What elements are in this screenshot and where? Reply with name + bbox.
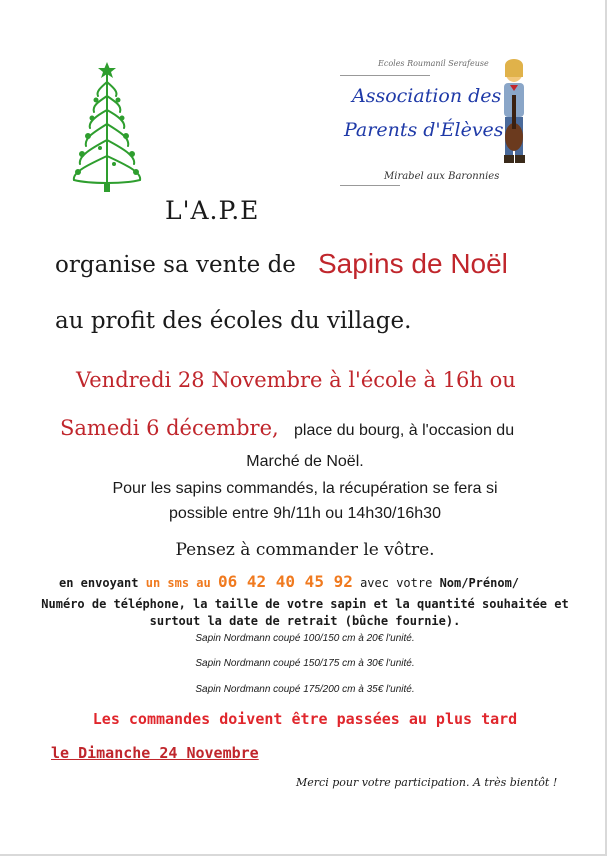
merci-text: Merci pour votre participation. A très bientôt ! — [296, 776, 558, 789]
price-line: Sapin Nordmann coupé 100/150 cm à 20€ l'unité. — [195, 633, 415, 644]
logo-schools-text: Ecoles Roumanil Serafeuse — [378, 59, 489, 68]
phone-number: 06 42 40 45 92 — [217, 572, 353, 591]
nom-text: Nom/Prénom/ — [439, 576, 520, 590]
logo-divider — [340, 185, 400, 186]
profit-text: au profit des écoles du village. — [55, 308, 412, 334]
organise-text: organise sa vente de — [55, 252, 296, 278]
order-details-line2: surtout la date de retrait (bûche fournie). — [149, 614, 461, 628]
price-line: Sapin Nordmann coupé 175/200 cm à 35€ l'unité. — [195, 684, 415, 695]
deadline-text: Les commandes doivent être passées au plus tard — [92, 710, 518, 728]
guitarist-figure-icon — [490, 55, 538, 175]
price-line: Sapin Nordmann coupé 150/175 cm à 30€ l'unité. — [195, 658, 415, 669]
ape-logo — [340, 55, 540, 193]
logo-divider — [340, 75, 430, 76]
sms-label: un sms au — [145, 576, 211, 590]
ape-title: L'A.P.E — [165, 196, 260, 225]
vendredi-date: Vendredi 28 Novembre à l'école à 16h ou — [76, 368, 516, 392]
logo-town-text: Mirabel aux Baronnies — [384, 171, 500, 182]
sms-line — [59, 572, 519, 591]
sapins-de-noel-title: Sapins de Noël — [318, 248, 508, 279]
samedi-date: Samedi 6 décembre, — [60, 416, 279, 440]
pensez-text: Pensez à commander le vôtre. — [175, 540, 435, 560]
recuperation-text: Pour les sapins commandés, la récupération se fera si — [112, 480, 498, 497]
marche-text: Marché de Noël. — [246, 453, 364, 470]
logo-association-text: Association des — [352, 85, 502, 107]
deadline-date: le Dimanche 24 Novembre — [51, 744, 259, 762]
avec-text: avec votre — [360, 576, 433, 590]
envoyant-text: en envoyant — [59, 576, 139, 590]
order-details-line1: Numéro de téléphone, la taille de votre sapin et la quantité souhaitée et — [41, 597, 569, 611]
christmas-tree-icon — [60, 60, 155, 195]
logo-parents-text: Parents d'Élèves — [344, 119, 504, 141]
horaires-text: possible entre 9h/11h ou 14h30/16h30 — [169, 505, 441, 522]
place-text: place du bourg, à l'occasion du — [294, 422, 515, 439]
